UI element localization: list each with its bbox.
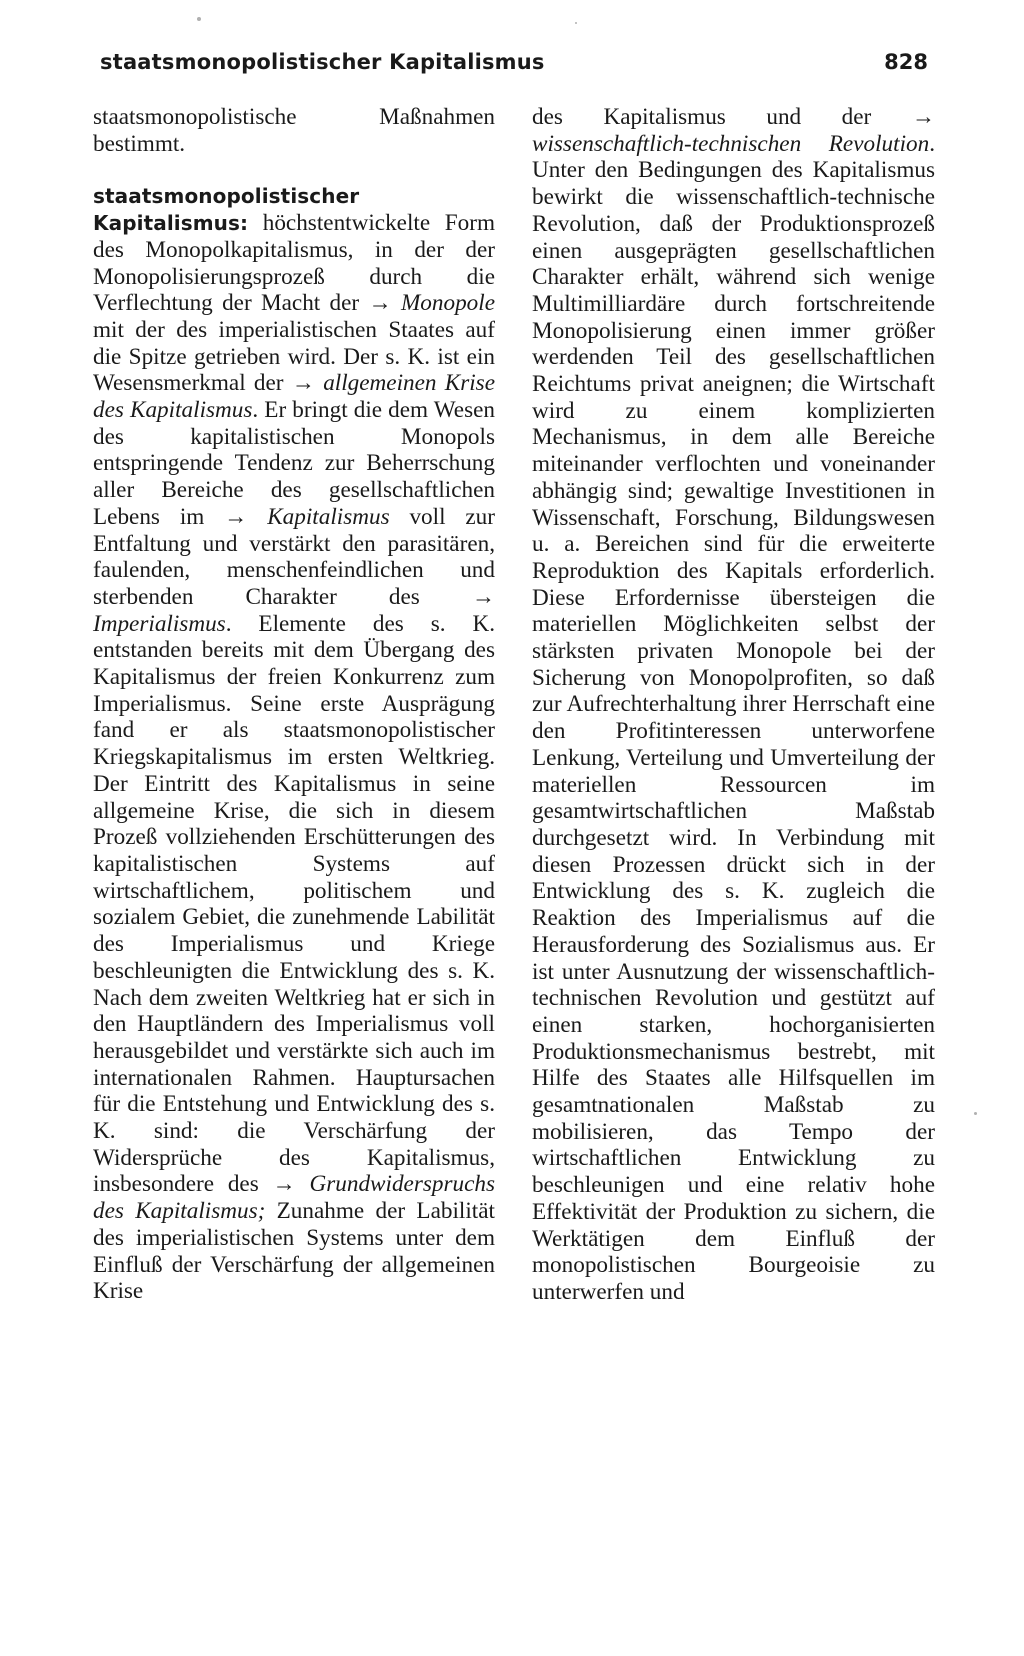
entry-text-8: . Unter den Bedingungen des Kapitalismus bewirkt die wissenschaftlich-technische Revolution, daß der Produktionsprozeß einen ausgeprägten gesellschaftlichen Charakter erhält, während sich wenige Multimilliardäre durch fortschreitende Monopolisierung einen immer größer werdenden Teil des gesellschaftlichen Reichtums privat aneignen; die Wirtschaft wird zu einem komplizierten Mechanismus, in dem alle Bereiche miteinander verflochten und voneinander abhängig sind; gewaltige Investitionen in Wissenschaft, Forschung, Bildungswesen u. a. Bereichen sind für die erweiterte Reproduktion des Kapitals erforderlich. Diese Erfordernisse übersteigen die materiellen Möglichkeiten selbst der stärksten privaten Monopole bei der Sicherung von Monopolprofiten, so daß zur Aufrechterhaltung ihrer Herrschaft eine den Profitinteressen unterworfene Lenkung, Verteilung und Umverteilung der materiellen Ressourcen im gesamtwirtschaftlichen Maßstab durchgesetzt wird. In Verbindung mit diesen Prozessen drückt sich in der Entwicklung des s. K. zugleich die Reaktion des Imperialismus auf die Herausforderung des Sozialismus aus. Er ist unter Ausnutzung der wissenschaftlich-technischen Revolution und gestützt auf einen starken, hochorganisierten Produktionsmechanismus bestrebt, mit Hilfe des Staates alle Hilfsquellen im gesamtnationalen Maßstab zu mobilisieren, das Tempo der wirtschaftlichen Entwicklung zu beschleunigen und eine relativ hohe Effektivität der Produktion zu sichern, die Werktätigen dem Einfluß der monopolistischen Bourgeoisie zu unterwerfen und [532, 130, 935, 1305]
scan-speck [974, 1112, 977, 1115]
entry-text-1: höchstentwickelte Form des Monopolkapitalismus, in der der Monopolisierungsprozeß durch die Verflechtung der Macht der [93, 210, 495, 317]
cross-ref-wtr: wissenschaftlich-technischen Revolution [532, 130, 930, 157]
cross-ref-arrow: → [272, 1171, 296, 1198]
paragraph-gap [93, 157, 495, 183]
entry-text-5: . Elemente des s. K. entstanden bereits mit dem Übergang des Kapitalismus der freien Konkurrenz zum Imperialismus. Seine erste Ausprägung fand er als staatsmonopolistischer Kriegskapitalismus im ersten Weltkrieg. Der Eintritt des Kapitalismus in seine allgemeine Krise, die sich in diesem Prozeß vollziehenden Erschütterungen des kapitalistischen Systems auf wirtschaftlichem, politischem und sozialem Gebiet, die zunehmende Labilität des Imperialismus und Kriege beschleunigten die Entwicklung des s. K. Nach dem zweiten Weltkrieg hat er sich in den Hauptländern des Imperialismus voll herausgebildet und verstärkte sich auch im internationalen Rahmen. Hauptursachen für die Entstehung und Entwicklung des s. K. sind: die Verschärfung der Widersprüche des Kapitalismus, insbesondere des [93, 610, 495, 1198]
entry-text-2: mit der des imperialistischen Staates auf die Spitze getrieben wird. Der s. K. ist ein Wesensmerkmal der [93, 316, 495, 397]
scan-speck [197, 17, 201, 21]
cross-ref-arrow: → [471, 583, 495, 610]
scan-speck [575, 22, 577, 24]
cross-ref-allgemeine-krise: allgemeinen Krise des Kapitalismus [93, 370, 495, 424]
intro-paragraph: staatsmonopolistische Maßnahmen bestimmt. [93, 104, 495, 157]
cross-ref-arrow: → [224, 503, 248, 530]
left-column [93, 104, 495, 1305]
entry-text-7: des Kapitalismus und der [532, 104, 912, 130]
running-head: staatsmonopolistischer Kapitalismus [100, 50, 545, 74]
cross-ref-arrow: → [911, 104, 935, 130]
entry-lemma: staatsmonopolistischer Kapitalismus: [93, 184, 360, 236]
entry-continuation [532, 104, 935, 1306]
cross-ref-imperialismus: Imperialismus [93, 610, 226, 637]
entry-text-4: voll zur Entfaltung und verstärkt den parasitären, faulenden, menschenfeindlichen und sterbenden Charakter des [93, 503, 496, 610]
right-column [532, 104, 935, 1306]
cross-ref-monopole: Monopole [400, 290, 496, 317]
cross-ref-arrow: → [368, 290, 392, 317]
entry-text-6: Zunahme der Labilität des imperialistischen Systems unter dem Einfluß der Verschärfung der allgemeinen Krise [93, 1198, 495, 1305]
page-number: 828 [884, 50, 928, 74]
cross-ref-kapitalismus: Kapitalismus [267, 503, 390, 530]
entry-text-3: . Er bringt die dem Wesen des kapitalistischen Monopols entspringende Tendenz zur Beherrschung aller Bereiche des gesellschaftlichen Lebens im [93, 397, 495, 530]
cross-ref-grundwiderspruch: Grundwiderspruchs des Kapitalismus; [93, 1171, 496, 1225]
entry-paragraph [93, 183, 495, 1305]
page-header [100, 50, 928, 86]
cross-ref-arrow: → [291, 370, 315, 397]
